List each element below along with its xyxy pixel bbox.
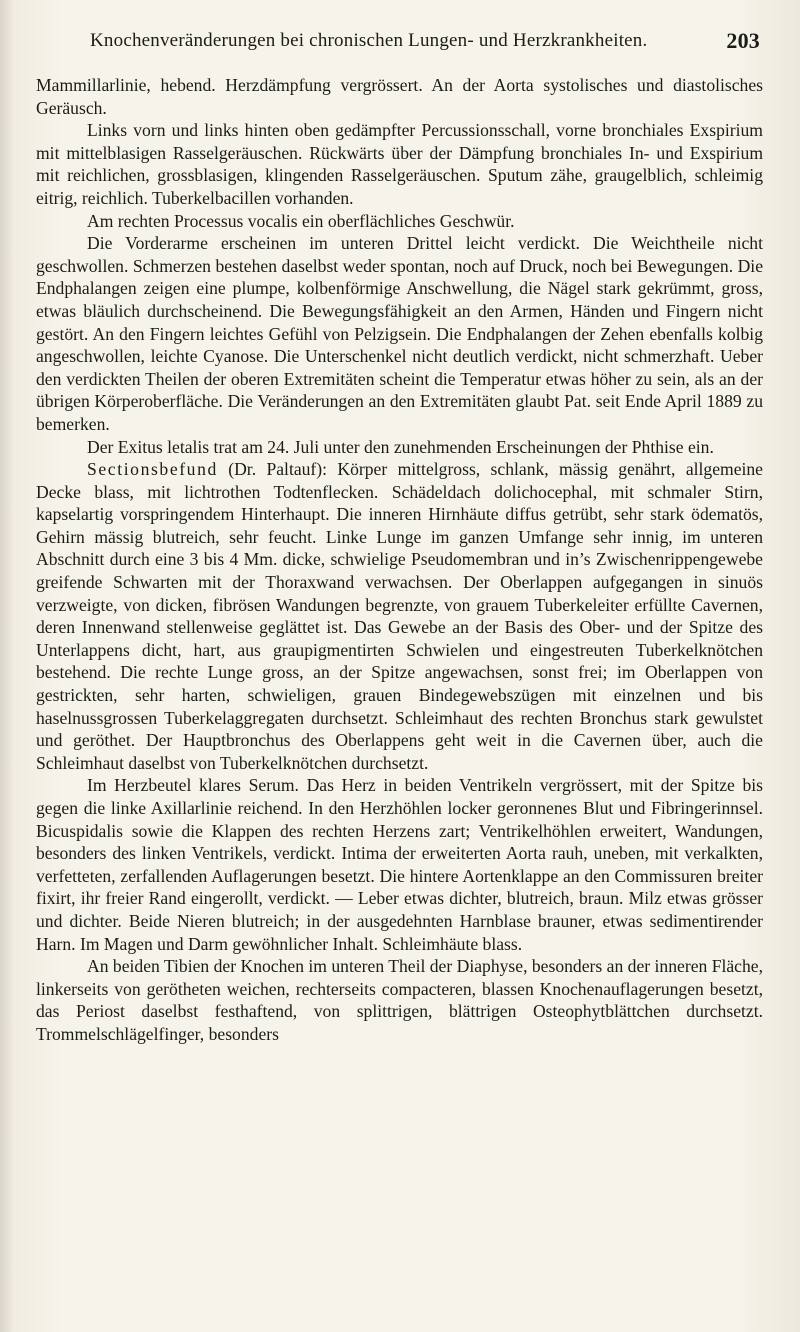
- page-body: [36, 74, 763, 1046]
- paragraph-processus-vocalis: Am rechten Processus vocalis ein oberflächliches Geschwür.: [87, 210, 515, 231]
- paragraph-tibia-findings: An beiden Tibien der Knochen im unteren Theil der Diaphyse, besonders an der inneren Fläche, linkerseits von gerötheten weichen, rechterseits compacteren, blassen Knochenauflagerungen besetzt, das Periost daselbst festhaftend, von splittrigen, blättrigen Osteophytblättchen durchsetzt. Trommelschlägelfinger, besonders: [36, 956, 763, 1044]
- page-header: [90, 30, 760, 60]
- running-head: Knochenveränderungen bei chronischen Lungen- und Herzkrankheiten.: [90, 30, 648, 51]
- binding-shadow: [0, 0, 14, 1332]
- page-number: 203: [726, 28, 760, 53]
- paragraph-exitus: Der Exitus letalis trat am 24. Juli unter den zunehmenden Erscheinungen der Phthise ein.: [87, 436, 714, 457]
- sectionsbefund-text: (Dr. Paltauf): Körper mittelgross, schlank, mässig genährt, allgemeine Decke blass, mit lichtrothen Todtenflecken. Schädeldach dolichocephal, mit schmaler Stirn, kapselartig vorspringendem Hinterhaupt. Die inneren Hirnhäute diffus getrübt, sehr stark ödematös, Gehirn mässig blutreich, sehr feucht. Linke Lunge im ganzen Umfange sehr innig, im unteren Abschnitt durch eine 3 bis 4 Mm. dicke, schwielige Pseudomembran und in’s Zwischenrippengewebe greifende Schwarten mit der Thoraxwand verwachsen. Der Oberlappen aufgegangen in sinuös verzweigte, von dicken, fibrösen Wandungen begrenzte, von grauem Tuberkeleiter erfüllte Cavernen, deren Innenwand stellenweise geglättet ist. Das Gewebe an der Basis des Ober- und der Spitze des Unterlappens dicht, hart, aus graupigmentirten Schwielen und eingestreuten Tuberkelknötchen bestehend. Die rechte Lunge gross, an der Spitze angewachsen, sonst frei; im Oberlappen von gestrickten, sehr harten, schwieligen, grauen Bindegewebszügen mit einzelnen und bis haselnussgrossen Tuberkelaggregaten durchsetzt. Schleimhaut des rechten Bronchus stark gewulstet und geröthet. Der Hauptbronchus des Oberlappens geht weit in die Cavernen über, auch die Schleimhaut daselbst von Tuberkelknötchen durchsetzt.: [36, 459, 763, 773]
- paragraph-lung-findings: Links vorn und links hinten oben gedämpfter Percussionsschall, vorne bronchiales Exspirium mit mittelblasigen Rasselgeräuschen. Rückwärts über der Dämpfung bronchiales In- und Exspirium mit reichlichen, grossblasigen, klingenden Rasselgeräuschen. Sputum zähe, graugelblich, schleimig eitrig, reichlich. Tuberkelbacillen vorhanden.: [36, 120, 763, 208]
- paragraph-continuation: Mammillarlinie, hebend. Herzdämpfung vergrössert. An der Aorta systolisches und diastolisches Geräusch.: [36, 75, 763, 118]
- sectionsbefund-heading: Sectionsbefund: [87, 459, 218, 480]
- paragraph-heart-findings: Im Herzbeutel klares Serum. Das Herz in beiden Ventrikeln vergrössert, mit der Spitze bis gegen die linke Axillarlinie reichend. In den Herzhöhlen locker geronnenes Blut und Fibringerinnsel. Bicuspidalis sowie die Klappen des rechten Herzens zart; Ventrikelhöhlen erweitert, Wandungen, besonders des linken Ventrikels, verdickt. Intima der erweiterten Aorta rauh, uneben, mit verkalkten, verfetteten, zerfallenden Auflagerungen besetzt. Die hintere Aortenklappe an den Commissuren breiter fixirt, ihr freier Rand eingerollt, verdickt. — Leber etwas dichter, blutreich, braun. Milz etwas grösser und dichter. Beide Nieren blutreich; in der ausgedehnten Harnblase brauner, etwas sedimentirender Harn. Im Magen und Darm gewöhnlicher Inhalt. Schleimhäute blass.: [36, 775, 763, 954]
- paragraph-extremities: Die Vorderarme erscheinen im unteren Drittel leicht verdickt. Die Weichtheile nicht geschwollen. Schmerzen bestehen daselbst weder spontan, noch auf Druck, noch bei Bewegungen. Die Endphalangen zeigen eine plumpe, kolbenförmige Anschwellung, die Nägel stark gekrümmt, gross, etwas bläulich durchscheinend. Die Bewegungsfähigkeit an den Armen, Händen und Fingern nicht gestört. An den Fingern leichtes Gefühl von Pelzigsein. Die Endphalangen der Zehen ebenfalls kolbig angeschwollen, leichte Cyanose. Die Unterschenkel nicht deutlich verdickt, nicht schmerzhaft. Ueber den verdickten Theilen der oberen Extremitäten scheint die Temperatur etwas höher zu sein, als an der übrigen Körperoberfläche. Die Veränderungen an den Extremitäten glaubt Pat. seit Ende April 1889 zu bemerken.: [36, 233, 763, 434]
- paragraph-sectionsbefund: [36, 458, 763, 774]
